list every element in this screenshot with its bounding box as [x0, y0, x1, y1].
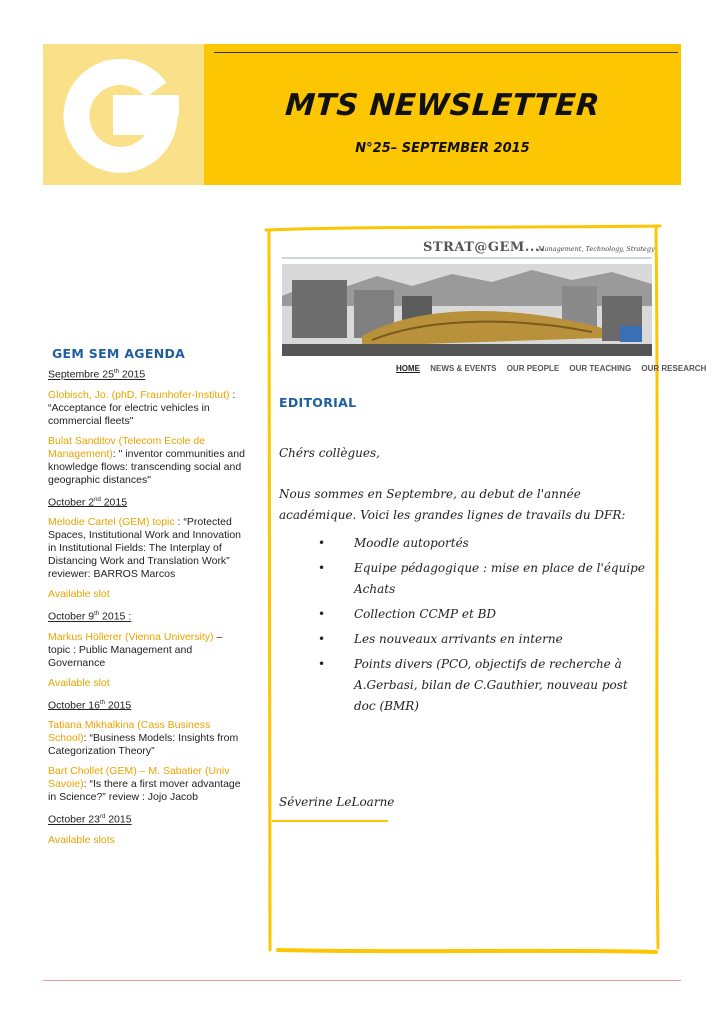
- list-item: • Les nouveaux arrivants en interne: [318, 629, 648, 650]
- available-slot: Available slot: [48, 676, 110, 689]
- stratagem-banner-image: [282, 236, 652, 376]
- editorial-list: [318, 533, 648, 721]
- signature: Séverine LeLoarne: [279, 795, 395, 809]
- editorial-title: EDITORIAL: [279, 395, 357, 410]
- agenda-title: GEM SEM AGENDA: [52, 346, 186, 361]
- speaker: Globisch, Jo. (phD, Fraunhofer-Institut): [48, 388, 230, 401]
- list-item: • Points divers (PCO, objectifs de recherche à A.Gerbasi, bilan de C.Gauthier, nouveau post doc (BMR): [318, 654, 648, 717]
- agenda-entry: Melodie Cartel (GEM) topic : “Protected Spaces, Institutional Work and Innovation in Institutional Fields: The Interplay of Distancing Work and Translation Work” reviewer: BARROS Marcos: [48, 516, 242, 580]
- speaker: Markus Höllerer (Vienna University): [48, 630, 214, 643]
- speaker: Tatiana Mikhalkina (Cass Business School): [48, 719, 211, 744]
- list-item: • Moodle autoportés: [318, 533, 648, 554]
- banner-brand: STRAT@GEM....: [423, 240, 545, 255]
- agenda-date: October 16th 2015: [48, 699, 132, 711]
- g-logo-icon: [60, 56, 180, 176]
- agenda-date: October 2nd 2015: [48, 496, 128, 508]
- nav-news-events[interactable]: NEWS & EVENTS: [430, 364, 497, 373]
- editorial-greeting: Chérs collègues,: [279, 446, 380, 460]
- nav-our-teaching[interactable]: OUR TEACHING: [569, 364, 632, 373]
- available-slot: Available slot: [48, 588, 110, 600]
- editorial-intro: Nous sommes en Septembre, au debut de l'année académique. Voici les grandes lignes de travails du DFR:: [279, 487, 626, 522]
- list-item: • Collection CCMP et BD: [318, 604, 648, 625]
- speaker: Bulat Sanditov (Telecom Ecole de Management): [48, 434, 206, 460]
- header-rule: [214, 52, 678, 53]
- list-item: • Equipe pédagogique : mise en place de l'équipe Achats: [318, 558, 648, 600]
- agenda-entry: Markus Höllerer (Vienna University) – topic : Public Management and Governance: [48, 630, 223, 669]
- agenda-entry: Tatiana Mikhalkina (Cass Business School): “Business Models: Insights from Categorization Theory”: [48, 719, 239, 757]
- nav-home[interactable]: HOME: [396, 364, 420, 373]
- signature-underline: [272, 820, 388, 822]
- agenda-entry: Bart Chollet (GEM) – M. Sabatier (Univ Savoie): “Is there a first mover advantage in Science?” review : Jojo Jacob: [48, 765, 241, 803]
- footer-rule: [43, 980, 681, 981]
- available-slot: Available slots: [48, 833, 115, 846]
- agenda-entry: Globisch, Jo. (phD, Fraunhofer-Institut) : “Acceptance for electric vehicles in commercial fleets": [48, 388, 236, 427]
- agenda-date: Septembre 25th 2015: [48, 368, 146, 381]
- nav-our-research[interactable]: OUR RESEARCH: [641, 364, 707, 373]
- banner-tagline: Management, Technology, Strategy: [538, 245, 655, 253]
- agenda-column: [48, 347, 246, 854]
- nav-our-people[interactable]: OUR PEOPLE: [506, 364, 560, 373]
- agenda-entry: Bulat Sanditov (Telecom Ecole de Management): " inventor communities and knowledge flows: transcending social and geographic distances": [48, 434, 245, 486]
- speaker: Melodie Cartel (GEM) topic: [48, 516, 175, 528]
- speaker: Bart Chollet (GEM) – M. Sabatier (Univ Savoie): [48, 765, 230, 790]
- agenda-date: October 23rd 2015: [48, 813, 132, 826]
- banner-nav: [396, 364, 714, 373]
- newsletter-issue: N°25– SEPTEMBER 2015: [355, 141, 530, 156]
- agenda-date: October 9th 2015 :: [48, 610, 132, 623]
- newsletter-title: MTS NEWSLETTER: [284, 88, 601, 123]
